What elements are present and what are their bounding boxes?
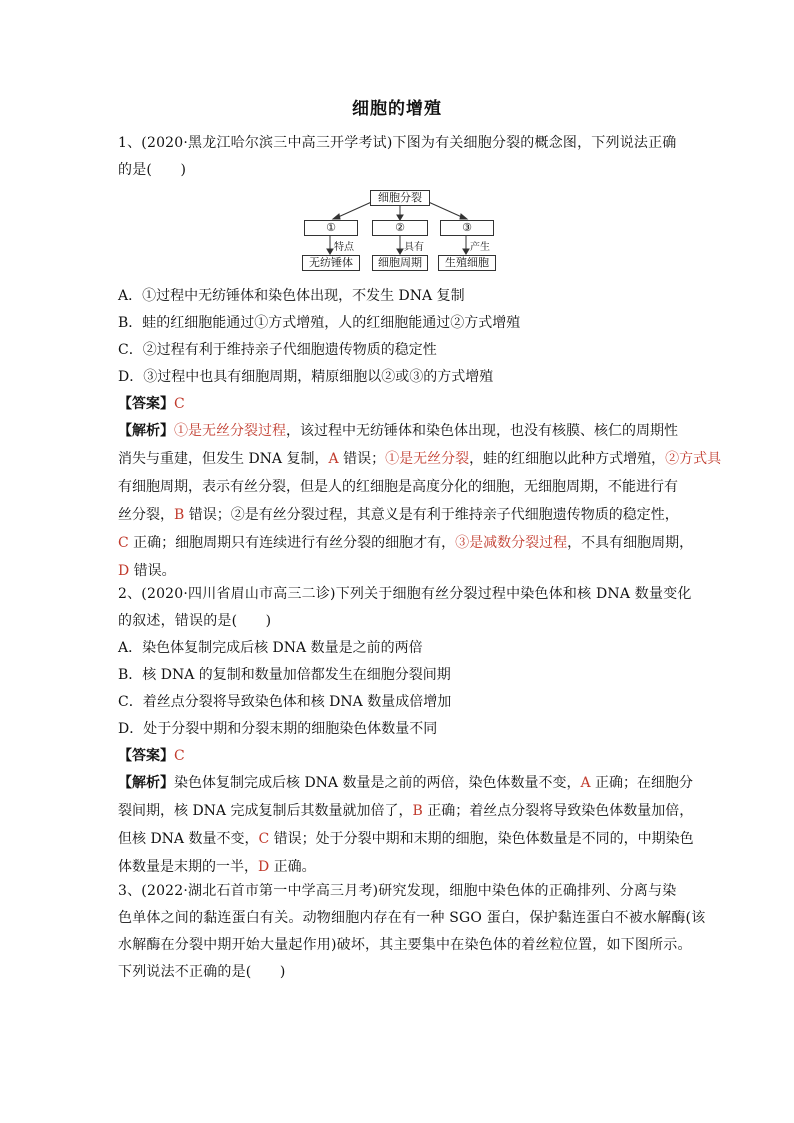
q2-analysis-line [118,857,680,877]
q1-analysis-segment: ②方式具 [665,451,722,467]
q1-analysis-segment: ，蛙的红细胞以此种方式增殖， [469,451,666,467]
q2-analysis-line [118,773,694,793]
q2-analysis-line [118,801,694,821]
arrow-top-right [424,200,464,218]
q2-analysis-segment: 错误；处于分裂中期和末期的细胞，染色体数量是不同的，中期染色 [269,831,694,847]
q1-option-d: D．③过程中也具有细胞周期，精原细胞以②或③的方式增殖 [118,369,494,385]
q1-analysis-segment: ①是无丝分裂过程 [174,423,286,439]
arrow-head-mid-right [463,249,469,254]
q1-answer-value: C [174,396,185,412]
arrow-head-mid-left [327,249,333,254]
q1-analysis-segment: 错误。 [129,563,176,579]
q2-stem-line1: 2、(2020·四川省眉山市高三二诊)下列关于细胞有丝分裂过程中染色体和核 DNA 数量变化 [118,586,692,602]
diagram-edge-label-3: 产生 [470,242,490,253]
q1-analysis-segment: D [118,563,130,579]
q1-analysis-line [118,421,680,441]
q1-analysis-segment: A [328,451,339,467]
q1-analysis-segment: ，不具有细胞周期， [567,535,694,551]
q1-analysis-segment: 消失与重建，但发生 DNA 复制， [118,451,329,467]
q1-analysis-label: 【解析】 [118,423,174,439]
q1-answer-label: 【答案】 [118,396,174,412]
diagram-bottom-box-1: 无纺锤体 [302,255,360,271]
q1-analysis-segment: 正确；细胞周期只有连续进行有丝分裂的细胞才有， [128,535,456,551]
diagram-bottom-box-3: 生殖细胞 [438,255,496,271]
arrow-head-mid-mid [397,249,403,254]
q1-analysis-segment: 错误；②是有丝分裂过程，其意义是有利于维持亲子代细胞遗传物质的稳定性， [184,507,679,523]
q1-analysis-segment: 有细胞周期，表示有丝分裂，但是人的红细胞是高度分化的细胞，无细胞周期，不能进行有 [118,479,678,495]
q2-option-c: C．着丝点分裂将导致染色体和核 DNA 数量成倍增加 [118,694,452,710]
q3-stem-line4: 下列说法不正确的是( ) [118,964,286,980]
diagram-top-box: 细胞分裂 [370,190,430,206]
q2-analysis-segment: B [412,803,423,819]
q1-analysis-segment: 丝分裂， [118,507,174,523]
page-title: 细胞的增殖 [352,99,442,119]
q1-analysis-segment: ③是减数分裂过程 [455,535,568,551]
diagram-bottom-box-2: 细胞周期 [372,255,428,271]
q1-answer [118,394,680,414]
q2-answer-label: 【答案】 [118,748,174,764]
arrow-head-left [333,214,340,219]
diagram-edge-label-1: 特点 [334,242,354,253]
diagram-mid-box-2: ② [372,220,428,236]
q2-analysis-segment: 正确；着丝点分裂将导致染色体数量加倍， [422,803,694,819]
q2-analysis-segment: C [258,831,270,847]
q1-analysis-segment: C [118,535,129,551]
q2-analysis-segment: 体数量是末期的一半， [118,859,258,875]
q1-option-b: B．蛙的红细胞能通过①方式增殖，人的红细胞能通过②方式增殖 [118,315,521,331]
cell-division-concept-diagram [300,188,500,274]
arrow-head-right [460,214,467,219]
q2-answer-value: C [174,748,185,764]
q2-analysis-segment: 但核 DNA 数量不变， [118,831,259,847]
q1-analysis-line [118,561,680,581]
q2-analysis-segment: 染色体复制完成后核 DNA 数量是之前的两倍，染色体数量不变， [174,775,581,791]
q1-analysis-segment: ，该过程中无纺锤体和染色体出现，也没有核膜、核仁的周期性 [286,423,678,439]
q2-option-d: D．处于分裂中期和分裂末期的细胞染色体数量不同 [118,721,438,737]
q2-analysis-segment: 正确。 [269,859,316,875]
diagram-mid-box-3: ③ [440,220,494,236]
q1-analysis-segment: 错误； [338,451,386,467]
q2-analysis-line [118,829,694,849]
q1-analysis-line [118,533,694,553]
q2-answer [118,746,680,766]
q3-stem-line3: 水解酶在分裂中期开始大量起作用)破坏，其主要集中在染色体的着丝粒位置，如下图所示。 [118,937,692,953]
q2-analysis-segment: 正确；在细胞分 [590,775,694,791]
q1-analysis-line [118,505,680,525]
q2-stem-line2: 的叙述，错误的是( ) [118,613,272,629]
q2-option-a: A．染色体复制完成后核 DNA 数量是之前的两倍 [118,640,423,656]
q2-analysis-segment: A [580,775,591,791]
q1-analysis-line [118,449,722,469]
diagram-mid-box-1: ① [304,220,358,236]
q1-stem-line1: 1、(2020·黑龙江哈尔滨三中高三开学考试)下图为有关细胞分裂的概念图，下列说法正确 [118,135,677,151]
q1-option-a: A．①过程中无纺锤体和染色体出现，不发生 DNA 复制 [118,288,465,304]
q2-analysis-segment: D [258,859,270,875]
q1-analysis-segment: B [174,507,185,523]
diagram-edge-label-2: 具有 [404,242,424,253]
q1-option-c: C．②过程有利于维持亲子代细胞遗传物质的稳定性 [118,342,437,358]
q3-stem-line1: 3、(2022·湖北石首市第一中学高三月考)研究发现，细胞中染色体的正确排列、分离与染 [118,883,677,899]
q3-stem-line2: 色单体之间的黏连蛋白有关。动物细胞内存在有一种 SGO 蛋白，保护黏连蛋白不被水解酶(该 [118,910,706,926]
q1-analysis-segment: ①是无丝分裂 [385,451,470,467]
q1-stem-line2: 的是( ) [118,162,187,178]
q2-analysis-segment: 裂间期，核 DNA 完成复制后其数量就加倍了， [118,803,413,819]
q1-analysis-line [118,477,680,497]
q2-option-b: B．核 DNA 的复制和数量加倍都发生在细胞分裂间期 [118,667,451,683]
q2-analysis-label: 【解析】 [118,775,174,791]
